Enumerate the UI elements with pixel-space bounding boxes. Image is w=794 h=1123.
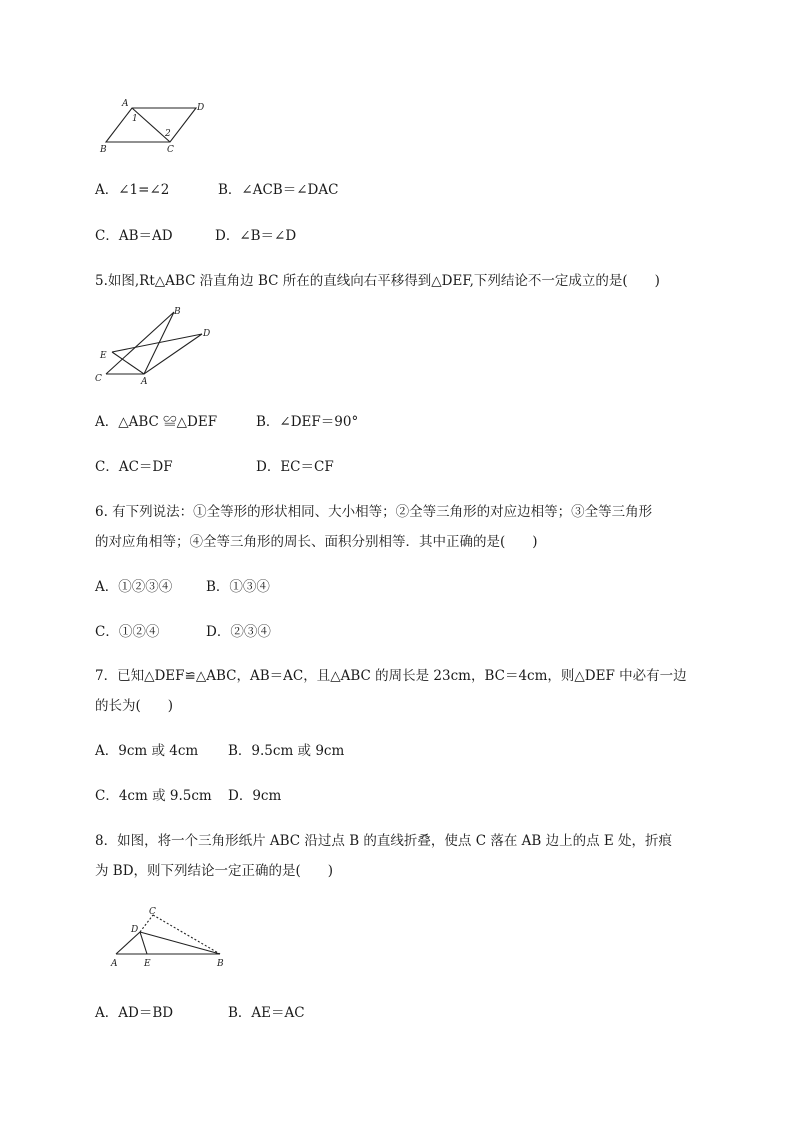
- q5-triangle-abc: [106, 312, 174, 374]
- q5-triangle-def: [112, 334, 202, 374]
- q6-option-a: A．①②③④: [95, 579, 173, 595]
- q7-stem-line2: 的长为( ): [95, 698, 174, 714]
- q6-stem-line2: 的对应角相等；④全等三角形的周长、面积分别相等．其中正确的是( ): [95, 534, 538, 550]
- q8-label-b: B: [217, 959, 224, 969]
- q4-option-b: B．∠ACB＝∠DAC: [218, 182, 339, 198]
- q5-label-a: A: [141, 377, 148, 387]
- q7-option-b: B．9.5cm 或 9cm: [228, 743, 345, 759]
- q6-option-d: D．②③④: [206, 624, 271, 640]
- q4-label-a: A: [122, 99, 129, 109]
- q8-side-ad: [116, 932, 140, 954]
- q8-dashed-dc: [140, 915, 153, 932]
- q5-label-c: C: [95, 374, 102, 384]
- q8-dashed-cb: [153, 915, 220, 954]
- q5-label-d: D: [203, 329, 211, 339]
- q4-option-d: D．∠B＝∠D: [215, 228, 297, 244]
- q4-option-a: A．∠1=∠2: [95, 182, 170, 198]
- q5-stem: 5.如图,Rt△ABC 沿直角边 BC 所在的直线向右平移得到△DEF,下列结论不一定成立的是( ): [95, 273, 660, 289]
- q4-option-c: C．AB＝AD: [95, 228, 173, 244]
- q8-stem-line2: 为 BD，则下列结论一定正确的是( ): [95, 863, 334, 879]
- q7-option-a: A．9cm 或 4cm: [95, 743, 199, 759]
- q5-option-b: B．∠DEF＝90°: [256, 414, 359, 430]
- q4-label-angle2: 2: [165, 129, 171, 139]
- q5-label-e: E: [100, 351, 107, 361]
- q5-option-c: C．AC＝DF: [95, 459, 173, 475]
- q6-option-c: C．①②④: [95, 624, 160, 640]
- q4-label-d: D: [197, 103, 205, 113]
- q8-label-a: A: [111, 959, 118, 969]
- q7-stem-line1: 7．已知△DEF≌△ABC，AB＝AC，且△ABC 的周长是 23cm，BC＝4cm，则△DEF 中必有一边: [95, 668, 687, 684]
- q8-label-d: D: [131, 925, 139, 935]
- q8-label-e: E: [144, 959, 151, 969]
- q7-option-c: C．4cm 或 9.5cm: [95, 788, 212, 804]
- q8-stem-line1: 8．如图，将一个三角形纸片 ABC 沿过点 B 的直线折叠，使点 C 落在 AB 边上的点 E 处，折痕: [95, 833, 673, 849]
- q5-label-b: B: [174, 307, 181, 317]
- q4-label-angle1: 1: [132, 114, 138, 124]
- q4-label-c: C: [167, 145, 174, 155]
- q8-option-b: B．AE＝AC: [228, 1005, 305, 1021]
- q4-label-b: B: [100, 145, 107, 155]
- q5-option-d: D．EC＝CF: [256, 459, 334, 475]
- q7-option-d: D．9cm: [228, 788, 282, 804]
- q8-option-a: A．AD＝BD: [95, 1005, 174, 1021]
- q6-option-b: B．①③④: [206, 579, 270, 595]
- q4-figure: [96, 96, 216, 156]
- q8-fold-bd: [140, 932, 220, 954]
- q6-stem-line1: 6. 有下列说法：①全等形的形状相同、大小相等；②全等三角形的对应边相等；③全等三角形: [95, 504, 653, 520]
- q8-label-c: C: [149, 907, 156, 917]
- q5-figure: [92, 304, 222, 388]
- q8-segment-de: [140, 932, 147, 954]
- q8-figure: [104, 904, 234, 970]
- q5-option-a: A．△ABC ≌△DEF: [95, 414, 218, 430]
